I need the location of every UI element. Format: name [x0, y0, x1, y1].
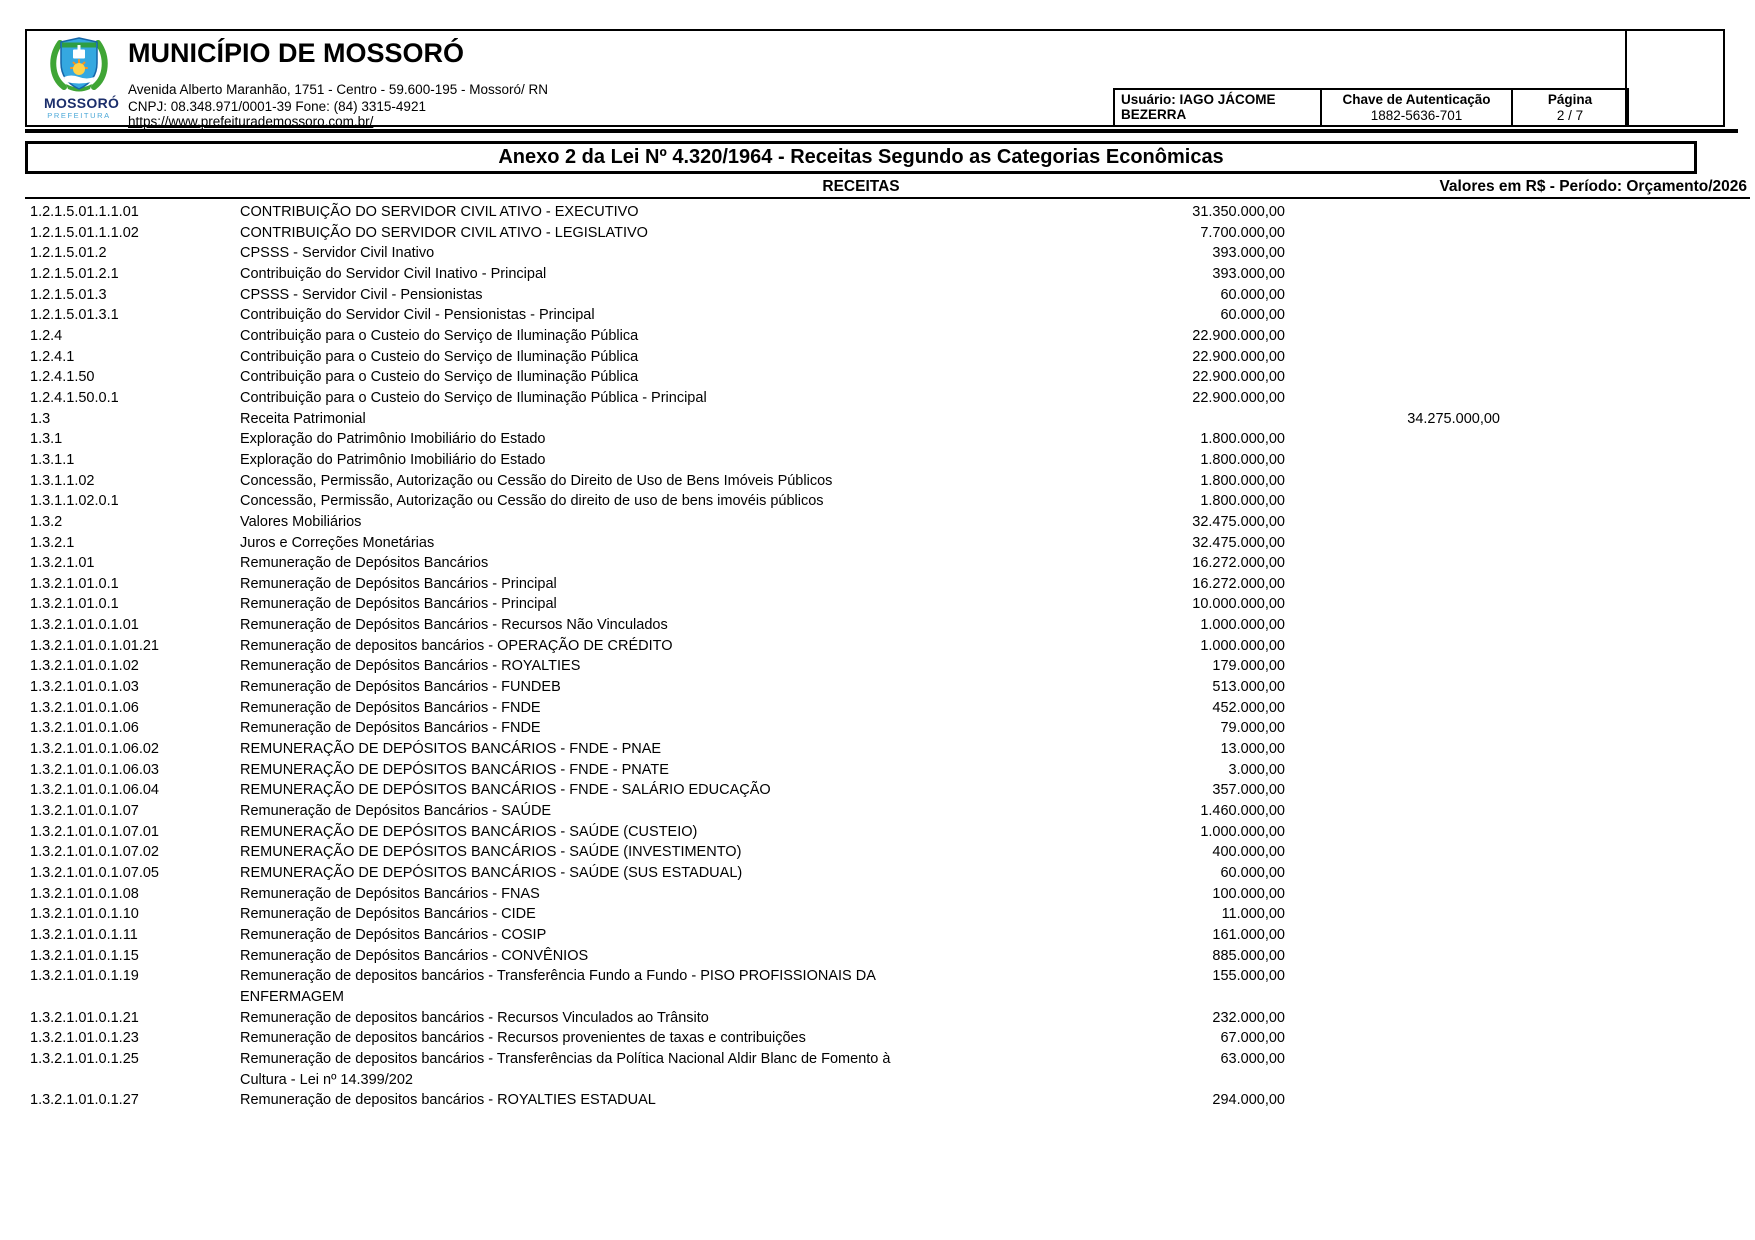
row-value-col1: 16.272.000,00	[1192, 575, 1285, 592]
table-row	[0, 801, 1755, 822]
table-row	[0, 388, 1755, 409]
row-code: 1.3.2.1.01.0.1.23	[30, 1030, 139, 1047]
row-description: CONTRIBUIÇÃO DO SERVIDOR CIVIL ATIVO - LEGISLATIVO	[240, 224, 648, 241]
row-value-col1: 1.000.000,00	[1200, 823, 1285, 840]
row-value-col1: 179.000,00	[1212, 658, 1285, 675]
table-row	[0, 1008, 1755, 1029]
table-row	[0, 760, 1755, 781]
row-code: 1.3.1.1.02	[30, 472, 95, 489]
header-empty-box	[1627, 29, 1725, 127]
row-value-col1: 357.000,00	[1212, 782, 1285, 799]
row-description: Remuneração de depositos bancários - Recursos provenientes de taxas e contribuições	[240, 1030, 806, 1047]
row-description: Contribuição do Servidor Civil - Pensionistas - Principal	[240, 307, 595, 324]
table-header-divider	[25, 197, 1750, 199]
row-description: Remuneração de depositos bancários - ROYALTIES ESTADUAL	[240, 1092, 656, 1109]
row-description: CPSSS - Servidor Civil Inativo	[240, 245, 435, 262]
row-value-col1: 67.000,00	[1220, 1030, 1285, 1047]
row-value-col1: 22.900.000,00	[1192, 327, 1285, 344]
row-value-col1: 13.000,00	[1220, 741, 1285, 758]
table-row	[0, 739, 1755, 760]
row-value-col1: 393.000,00	[1212, 265, 1285, 282]
row-description: Remuneração de Depósitos Bancários	[240, 555, 489, 572]
row-description: CONTRIBUIÇÃO DO SERVIDOR CIVIL ATIVO - EXECUTIVO	[240, 204, 639, 220]
row-code: 1.3.2.1.01.0.1.01	[30, 617, 139, 634]
table-row	[0, 223, 1755, 244]
table-row	[0, 285, 1755, 306]
row-value-col1: 63.000,00	[1220, 1050, 1285, 1067]
row-code: 1.2.1.5.01.3	[30, 286, 107, 303]
table-row	[0, 594, 1755, 615]
auth-key-label: Chave de Autenticação	[1342, 92, 1491, 107]
table-row	[0, 780, 1755, 801]
table-row	[0, 636, 1755, 657]
row-description: REMUNERAÇÃO DE DEPÓSITOS BANCÁRIOS - SAÚDE (CUSTEIO)	[240, 823, 698, 840]
row-description: Remuneração de Depósitos Bancários - FUNDEB	[240, 679, 561, 696]
page-number-cell	[1511, 88, 1629, 127]
report-title-box	[25, 141, 1697, 174]
row-value-col1: 393.000,00	[1212, 245, 1285, 262]
table-header-band	[0, 178, 1755, 197]
row-value-col1: 1.800.000,00	[1200, 472, 1285, 489]
row-value-col1: 400.000,00	[1212, 844, 1285, 861]
report-title: Anexo 2 da Lei Nº 4.320/1964 - Receitas Segundo as Categorias Econômicas	[498, 146, 1224, 168]
table-row	[0, 553, 1755, 574]
row-description: Remuneração de Depósitos Bancários - CIDE	[240, 906, 536, 923]
row-value-col1: 79.000,00	[1220, 720, 1285, 737]
row-code: 1.2.1.5.01.1.1.02	[30, 224, 139, 241]
row-description: Contribuição do Servidor Civil Inativo - Principal	[240, 265, 547, 282]
row-value-col1: 1.460.000,00	[1200, 803, 1285, 820]
auth-key-value: 1882-5636-701	[1370, 108, 1463, 123]
table-row	[0, 1090, 1755, 1111]
row-code: 1.3.2.1.01.0.1.07.02	[30, 844, 159, 861]
table-row	[0, 925, 1755, 946]
row-code: 1.2.1.5.01.3.1	[30, 307, 119, 324]
row-value-col1: 60.000,00	[1220, 286, 1285, 303]
row-code: 1.3.2.1.01.0.1.08	[30, 885, 139, 902]
row-description: Remuneração de depositos bancários - Transferências da Política Nacional Aldir Blanc de Fomento à Cultura - Lei nº 14.399/202	[240, 1050, 891, 1088]
row-value-col1: 32.475.000,00	[1192, 534, 1285, 551]
row-code: 1.3.2.1.01.0.1.07	[30, 803, 139, 820]
table-row	[0, 698, 1755, 719]
row-code: 1.2.4.1	[30, 348, 75, 365]
row-code: 1.3.1.1.02.0.1	[30, 493, 119, 510]
logo-subtitle: PREFEITURA	[47, 111, 111, 120]
row-description: Remuneração de Depósitos Bancários - Principal	[240, 596, 557, 613]
table-row	[0, 202, 1755, 223]
table-row	[0, 305, 1755, 326]
city-crest-icon	[47, 36, 111, 92]
row-code: 1.3.2.1.01.0.1.19	[30, 968, 139, 985]
row-code: 1.3.2.1.01.0.1	[30, 596, 119, 613]
values-header: Valores em R$ - Período: Orçamento/2026	[1439, 178, 1747, 195]
row-value-col1: 16.272.000,00	[1192, 555, 1285, 572]
header-divider	[25, 129, 1738, 133]
row-code: 1.3.2.1.01	[30, 555, 95, 572]
row-value-col1: 60.000,00	[1220, 307, 1285, 324]
row-value-col1: 3.000,00	[1228, 761, 1285, 778]
municipality-cnpj-phone: CNPJ: 08.348.971/0001-39 Fone: (84) 3315-4921	[128, 99, 426, 114]
row-value-col1: 294.000,00	[1212, 1092, 1285, 1109]
row-value-col1: 1.800.000,00	[1200, 431, 1285, 448]
table-row	[0, 1028, 1755, 1049]
table-row	[0, 615, 1755, 636]
row-value-col2: 34.275.000,00	[1407, 410, 1500, 427]
row-description: Receita Patrimonial	[240, 410, 366, 427]
table-row	[0, 243, 1755, 264]
row-value-col1: 1.800.000,00	[1200, 451, 1285, 468]
table-row	[0, 718, 1755, 739]
section-header: RECEITAS	[822, 178, 900, 195]
row-value-col1: 31.350.000,00	[1192, 204, 1285, 220]
row-code: 1.3.2.1.01.0.1.07.01	[30, 823, 159, 840]
row-description: CPSSS - Servidor Civil - Pensionistas	[240, 286, 483, 303]
row-code: 1.2.1.5.01.1.1.01	[30, 204, 139, 220]
row-code: 1.3.2.1.01.0.1.06	[30, 720, 139, 737]
row-value-col1: 155.000,00	[1212, 968, 1285, 985]
table-row	[0, 533, 1755, 554]
row-description: Remuneração de Depósitos Bancários - FNDE	[240, 720, 541, 737]
row-description: Remuneração de depositos bancários - Transferência Fundo a Fundo - PISO PROFISSIONAIS DA ENFERMAGEM	[240, 968, 876, 1005]
municipality-website-link[interactable]: https://www.prefeiturademossoro.com.br/	[128, 114, 374, 129]
row-description: REMUNERAÇÃO DE DEPÓSITOS BANCÁRIOS - SAÚDE (INVESTIMENTO)	[240, 844, 742, 861]
row-value-col1: 32.475.000,00	[1192, 513, 1285, 530]
municipality-logo	[44, 36, 120, 120]
row-value-col1: 7.700.000,00	[1200, 224, 1285, 241]
row-value-col1: 1.000.000,00	[1200, 617, 1285, 634]
row-value-col1: 11.000,00	[1221, 906, 1285, 923]
row-code: 1.3.2.1.01.0.1.25	[30, 1050, 139, 1067]
row-description: Concessão, Permissão, Autorização ou Cessão do direito de uso de bens imovéis públicos	[240, 493, 824, 510]
row-code: 1.2.1.5.01.2	[30, 245, 107, 262]
row-code: 1.3.2.1.01.0.1.07.05	[30, 865, 159, 881]
row-value-col1: 22.900.000,00	[1192, 389, 1285, 406]
table-row	[0, 822, 1755, 843]
logo-name: MOSSORÓ	[44, 95, 120, 111]
row-value-col1: 1.000.000,00	[1200, 637, 1285, 654]
row-code: 1.3.2.1.01.0.1.21	[30, 1009, 139, 1026]
row-code: 1.3.2.1.01.0.1.06.02	[30, 741, 159, 758]
row-value-col1: 22.900.000,00	[1192, 348, 1285, 365]
table-row	[0, 491, 1755, 512]
row-description: Juros e Correções Monetárias	[240, 534, 435, 551]
table-row	[0, 471, 1755, 492]
row-code: 1.2.1.5.01.2.1	[30, 265, 119, 282]
row-description: Contribuição para o Custeio do Serviço de Iluminação Pública	[240, 327, 639, 344]
table-row	[0, 409, 1755, 430]
row-description: Remuneração de Depósitos Bancários - FNDE	[240, 699, 541, 716]
row-value-col1: 22.900.000,00	[1192, 369, 1285, 386]
row-description: Remuneração de Depósitos Bancários - FNAS	[240, 885, 540, 902]
row-description: Remuneração de Depósitos Bancários - SAÚDE	[240, 803, 552, 820]
row-value-col1: 100.000,00	[1212, 885, 1285, 902]
row-code: 1.3.2.1.01.0.1.27	[30, 1092, 139, 1109]
table-row	[0, 863, 1755, 884]
row-code: 1.3.2.1.01.0.1.01.21	[30, 637, 159, 654]
row-code: 1.3.2.1.01.0.1.06.04	[30, 782, 159, 799]
table-row	[0, 512, 1755, 533]
table-row	[0, 347, 1755, 368]
row-code: 1.3.2.1.01.0.1.10	[30, 906, 139, 923]
row-value-col1: 513.000,00	[1212, 679, 1285, 696]
table-row	[0, 656, 1755, 677]
row-value-col1: 161.000,00	[1212, 926, 1285, 943]
page-value: 2 / 7	[1556, 108, 1584, 123]
row-description: REMUNERAÇÃO DE DEPÓSITOS BANCÁRIOS - SAÚDE (SUS ESTADUAL)	[240, 865, 743, 881]
row-code: 1.3	[30, 410, 51, 427]
row-description: Contribuição para o Custeio do Serviço de Iluminação Pública	[240, 369, 639, 386]
table-row	[0, 367, 1755, 388]
row-code: 1.3.2.1.01.0.1.03	[30, 679, 139, 696]
auth-key-cell	[1320, 88, 1513, 127]
row-value-col1: 1.800.000,00	[1200, 493, 1285, 510]
table-row	[0, 842, 1755, 863]
row-description: Exploração do Patrimônio Imobiliário do Estado	[240, 451, 546, 468]
table-row	[0, 966, 1755, 1007]
row-value-col1: 232.000,00	[1212, 1009, 1285, 1026]
row-description: Exploração do Patrimônio Imobiliário do Estado	[240, 431, 546, 448]
table-row	[0, 326, 1755, 347]
row-value-col1: 885.000,00	[1212, 947, 1285, 964]
table-row	[0, 429, 1755, 450]
row-description: Remuneração de Depósitos Bancários - Recursos Não Vinculados	[240, 617, 668, 634]
row-description: REMUNERAÇÃO DE DEPÓSITOS BANCÁRIOS - FNDE - PNATE	[240, 761, 669, 778]
row-code: 1.3.2.1	[30, 534, 75, 551]
row-code: 1.3.2	[30, 513, 63, 530]
row-description: Remuneração de Depósitos Bancários - CONVÊNIOS	[240, 947, 589, 964]
table-row	[0, 677, 1755, 698]
table-row	[0, 574, 1755, 595]
row-code: 1.2.4.1.50.0.1	[30, 389, 119, 406]
row-code: 1.3.2.1.01.0.1.06	[30, 699, 139, 716]
row-description: Valores Mobiliários	[240, 513, 362, 530]
row-code: 1.3.2.1.01.0.1.15	[30, 947, 139, 964]
page-label: Página	[1547, 92, 1593, 107]
table-body	[0, 202, 1755, 1111]
table-row	[0, 946, 1755, 967]
table-row	[0, 904, 1755, 925]
row-code: 1.3.2.1.01.0.1.02	[30, 658, 139, 675]
municipality-name: MUNICÍPIO DE MOSSORÓ	[128, 38, 465, 68]
row-description: REMUNERAÇÃO DE DEPÓSITOS BANCÁRIOS - FNDE - PNAE	[240, 741, 662, 758]
row-code: 1.2.4.1.50	[30, 369, 95, 386]
row-description: Remuneração de Depósitos Bancários - ROYALTIES	[240, 658, 581, 675]
row-description: Remuneração de Depósitos Bancários - Principal	[240, 575, 557, 592]
row-code: 1.3.2.1.01.0.1.11	[30, 926, 138, 943]
row-description: REMUNERAÇÃO DE DEPÓSITOS BANCÁRIOS - FNDE - SALÁRIO EDUCAÇÃO	[240, 782, 771, 799]
row-description: Remuneração de depositos bancários - OPERAÇÃO DE CRÉDITO	[240, 637, 673, 654]
row-description: Contribuição para o Custeio do Serviço de Iluminação Pública - Principal	[240, 389, 707, 406]
row-code: 1.3.2.1.01.0.1.06.03	[30, 761, 159, 778]
table-row	[0, 884, 1755, 905]
row-description: Contribuição para o Custeio do Serviço de Iluminação Pública	[240, 348, 639, 365]
table-row	[0, 1049, 1755, 1090]
table-row	[0, 264, 1755, 285]
row-value-col1: 60.000,00	[1220, 865, 1285, 881]
row-value-col1: 452.000,00	[1212, 699, 1285, 716]
row-value-col1: 10.000.000,00	[1192, 596, 1285, 613]
user-cell: Usuário: IAGO JÁCOME BEZERRA	[1113, 88, 1322, 127]
table-row	[0, 450, 1755, 471]
row-description: Remuneração de depositos bancários - Recursos Vinculados ao Trânsito	[240, 1009, 709, 1026]
row-code: 1.3.1	[30, 431, 63, 448]
row-description: Remuneração de Depósitos Bancários - COSIP	[240, 926, 547, 943]
row-code: 1.2.4	[30, 327, 63, 344]
row-code: 1.3.1.1	[30, 451, 75, 468]
row-code: 1.3.2.1.01.0.1	[30, 575, 119, 592]
municipality-address: Avenida Alberto Maranhão, 1751 - Centro - 59.600-195 - Mossoró/ RN	[128, 82, 548, 97]
row-description: Concessão, Permissão, Autorização ou Cessão do Direito de Uso de Bens Imóveis Públicos	[240, 472, 833, 489]
